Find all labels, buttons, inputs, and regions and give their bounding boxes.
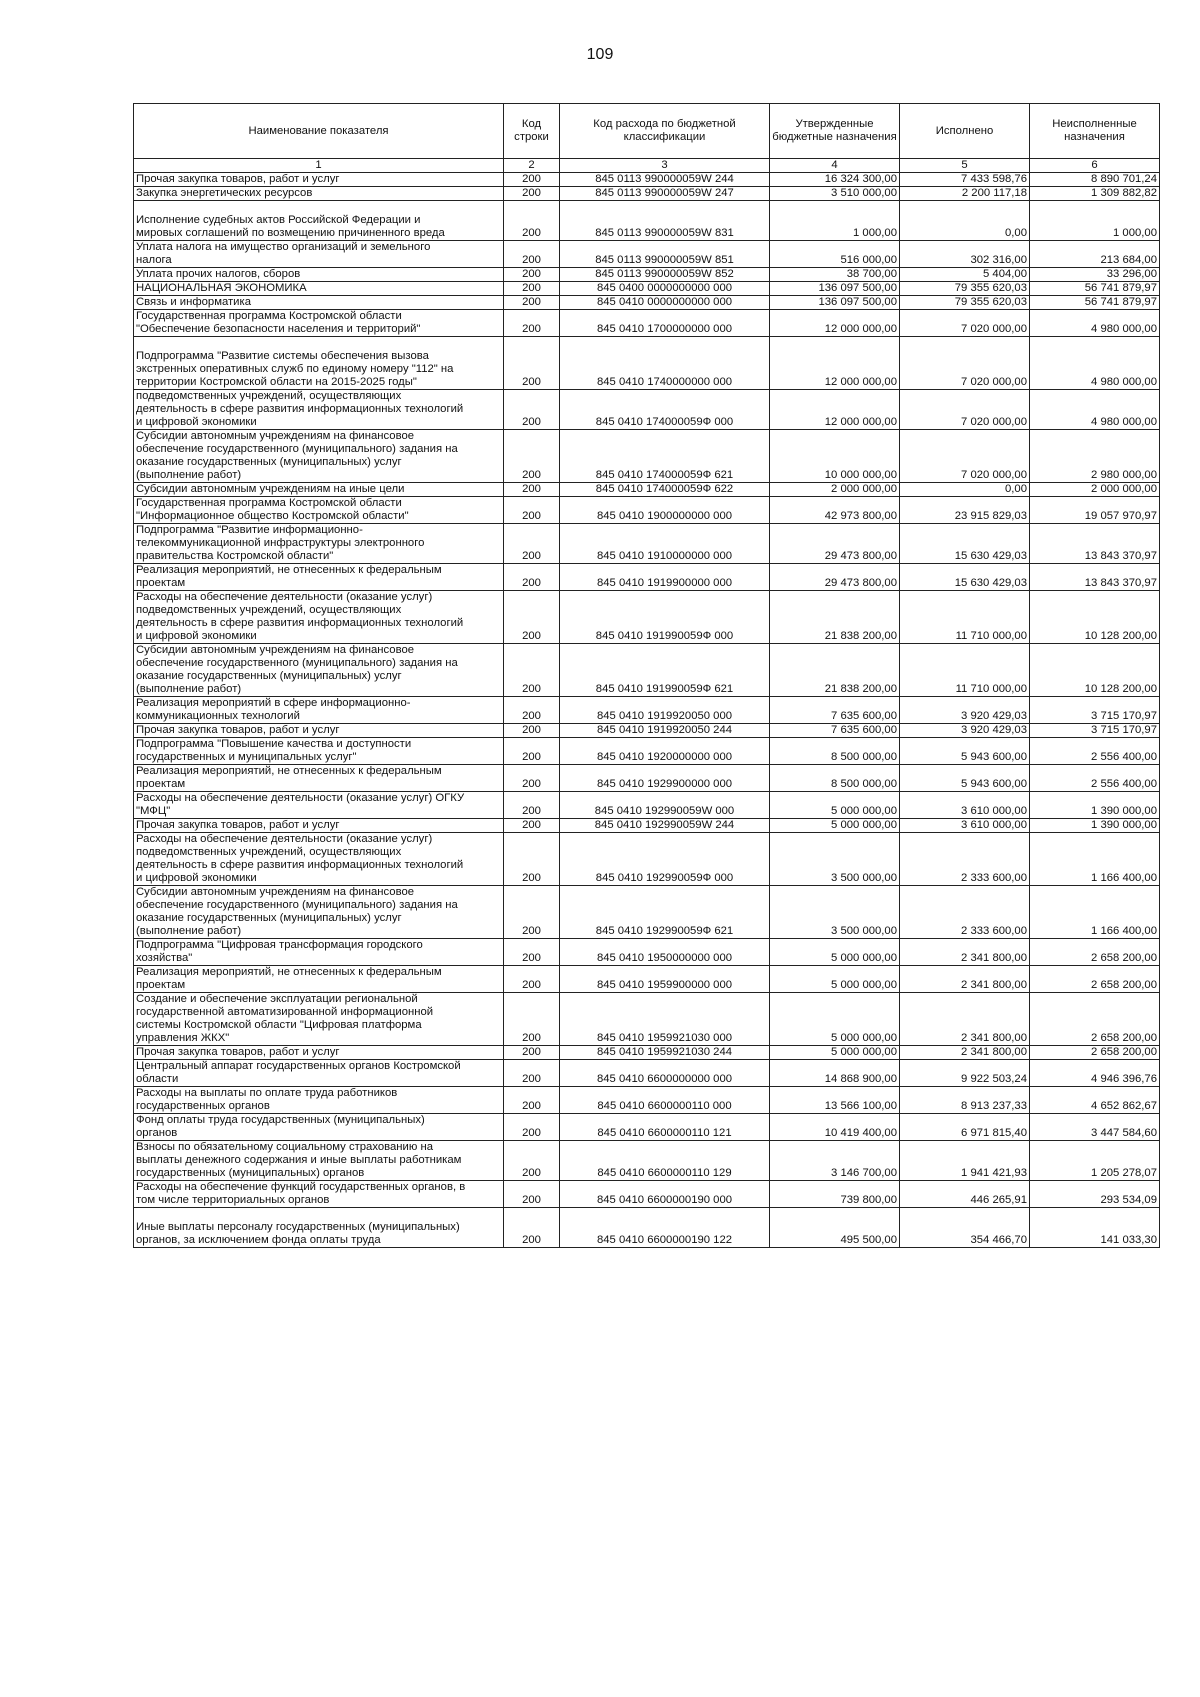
row-line-code: 200: [504, 524, 560, 564]
row-name: Прочая закупка товаров, работ и услуг: [134, 1046, 504, 1060]
row-unexecuted: 2 658 200,00: [1030, 939, 1160, 966]
row-name: Субсидии автономным учреждениям на финансовое обеспечение государственного (муниципального) задания на оказание государственных (муниципальных) услуг (выполнение работ): [134, 886, 504, 939]
row-line-code: 200: [504, 296, 560, 310]
row-executed: 15 630 429,03: [900, 564, 1030, 591]
row-expense-code: 845 0410 1919900000 000: [560, 564, 770, 591]
row-approved: 5 000 000,00: [770, 966, 900, 993]
row-unexecuted: 33 296,00: [1030, 268, 1160, 282]
row-approved: 5 000 000,00: [770, 792, 900, 819]
row-executed: 2 341 800,00: [900, 1046, 1030, 1060]
row-unexecuted: 1 000,00: [1030, 201, 1160, 241]
table-row: [134, 1208, 1160, 1248]
row-approved: 8 500 000,00: [770, 738, 900, 765]
row-name: Закупка энергетических ресурсов: [134, 187, 504, 201]
row-approved: 5 000 000,00: [770, 1046, 900, 1060]
row-name: Реализация мероприятий, не отнесенных к федеральным проектам: [134, 564, 504, 591]
row-name: Подпрограмма "Цифровая трансформация городского хозяйства": [134, 939, 504, 966]
row-line-code: 200: [504, 697, 560, 724]
row-executed: 7 020 000,00: [900, 390, 1030, 430]
row-executed: 79 355 620,03: [900, 282, 1030, 296]
row-name: Создание и обеспечение эксплуатации региональной государственной автоматизированной информационной системы Костромской области "Цифровая платформа управления ЖКХ": [134, 993, 504, 1046]
row-name: Прочая закупка товаров, работ и услуг: [134, 724, 504, 738]
row-unexecuted: 141 033,30: [1030, 1208, 1160, 1248]
table-row: [134, 268, 1160, 282]
row-name: Иные выплаты персоналу государственных (муниципальных) органов, за исключением фонда оплаты труда: [134, 1208, 504, 1248]
row-expense-code: 845 0410 6600000110 121: [560, 1114, 770, 1141]
row-name: Уплата прочих налогов, сборов: [134, 268, 504, 282]
table-row: [134, 241, 1160, 268]
row-unexecuted: 4 652 862,67: [1030, 1087, 1160, 1114]
row-approved: 5 000 000,00: [770, 819, 900, 833]
row-name: Расходы на обеспечение деятельности (оказание услуг) ОГКУ "МФЦ": [134, 792, 504, 819]
row-executed: 23 915 829,03: [900, 497, 1030, 524]
header-unexecuted: Неисполненные назначения: [1030, 104, 1160, 159]
row-approved: 516 000,00: [770, 241, 900, 268]
row-line-code: 200: [504, 173, 560, 187]
row-line-code: 200: [504, 268, 560, 282]
row-line-code: 200: [504, 1060, 560, 1087]
table-row: [134, 966, 1160, 993]
row-name: Расходы на выплаты по оплате труда работников государственных органов: [134, 1087, 504, 1114]
row-expense-code: 845 0410 1900000000 000: [560, 497, 770, 524]
row-expense-code: 845 0410 6600000110 000: [560, 1087, 770, 1114]
table-row: [134, 765, 1160, 792]
row-line-code: 200: [504, 201, 560, 241]
row-line-code: 200: [504, 564, 560, 591]
table-row: [134, 1181, 1160, 1208]
row-executed: 2 341 800,00: [900, 939, 1030, 966]
row-approved: 29 473 800,00: [770, 524, 900, 564]
row-name: НАЦИОНАЛЬНАЯ ЭКОНОМИКА: [134, 282, 504, 296]
row-approved: 2 000 000,00: [770, 483, 900, 497]
row-name: Центральный аппарат государственных органов Костромской области: [134, 1060, 504, 1087]
row-executed: 11 710 000,00: [900, 591, 1030, 644]
row-executed: 7 020 000,00: [900, 430, 1030, 483]
row-executed: 0,00: [900, 201, 1030, 241]
row-expense-code: 845 0113 990000059W 851: [560, 241, 770, 268]
row-expense-code: 845 0410 1700000000 000: [560, 310, 770, 337]
table-row: [134, 993, 1160, 1046]
row-unexecuted: 3 715 170,97: [1030, 724, 1160, 738]
row-unexecuted: 4 946 396,76: [1030, 1060, 1160, 1087]
row-expense-code: 845 0410 1919920050 000: [560, 697, 770, 724]
row-name: Субсидии автономным учреждениям на финансовое обеспечение государственного (муниципального) задания на оказание государственных (муниципальных) услуг (выполнение работ): [134, 644, 504, 697]
row-executed: 2 341 800,00: [900, 993, 1030, 1046]
row-line-code: 200: [504, 966, 560, 993]
row-unexecuted: 10 128 200,00: [1030, 591, 1160, 644]
column-number: 2: [504, 159, 560, 173]
row-approved: 8 500 000,00: [770, 765, 900, 792]
row-line-code: 200: [504, 939, 560, 966]
row-approved: 3 500 000,00: [770, 833, 900, 886]
header-executed: Исполнено: [900, 104, 1030, 159]
row-expense-code: 845 0410 1920000000 000: [560, 738, 770, 765]
table-row: [134, 697, 1160, 724]
table-row: [134, 483, 1160, 497]
header-row: [134, 104, 1160, 159]
table-row: [134, 1141, 1160, 1181]
table-row: [134, 337, 1160, 390]
row-line-code: 200: [504, 1114, 560, 1141]
row-unexecuted: 2 556 400,00: [1030, 765, 1160, 792]
row-name: Реализация мероприятий, не отнесенных к федеральным проектам: [134, 765, 504, 792]
row-name: Подпрограмма "Повышение качества и доступности государственных и муниципальных услуг": [134, 738, 504, 765]
row-executed: 7 020 000,00: [900, 310, 1030, 337]
row-line-code: 200: [504, 310, 560, 337]
row-expense-code: 845 0410 1950000000 000: [560, 939, 770, 966]
row-expense-code: 845 0410 174000059Ф 621: [560, 430, 770, 483]
row-line-code: 200: [504, 337, 560, 390]
row-name: Исполнение судебных актов Российской Федерации и мировых соглашений по возмещению причиненного вреда: [134, 201, 504, 241]
row-executed: 8 913 237,33: [900, 1087, 1030, 1114]
row-expense-code: 845 0410 1929900000 000: [560, 765, 770, 792]
row-executed: 3 610 000,00: [900, 819, 1030, 833]
row-expense-code: 845 0113 990000059W 831: [560, 201, 770, 241]
row-executed: 11 710 000,00: [900, 644, 1030, 697]
table-body: [134, 173, 1160, 1248]
row-line-code: 200: [504, 497, 560, 524]
row-name: Взносы по обязательному социальному страхованию на выплаты денежного содержания и иные выплаты работникам государственных (муниципальных) органов: [134, 1141, 504, 1181]
row-unexecuted: 1 390 000,00: [1030, 792, 1160, 819]
row-name: Государственная программа Костромской области "Обеспечение безопасности населения и территорий": [134, 310, 504, 337]
budget-execution-table: [133, 103, 1160, 1248]
row-unexecuted: 2 658 200,00: [1030, 966, 1160, 993]
table-row: [134, 1114, 1160, 1141]
row-expense-code: 845 0410 1910000000 000: [560, 524, 770, 564]
row-expense-code: 845 0410 192990059Ф 621: [560, 886, 770, 939]
table-row: [134, 939, 1160, 966]
row-expense-code: 845 0410 1959921030 000: [560, 993, 770, 1046]
row-unexecuted: 2 658 200,00: [1030, 993, 1160, 1046]
row-name: Расходы на обеспечение деятельности (оказание услуг) подведомственных учреждений, осуществляющих деятельность в сфере развития информационных технологий и цифровой экономики: [134, 833, 504, 886]
row-name: Фонд оплаты труда государственных (муниципальных) органов: [134, 1114, 504, 1141]
row-approved: 42 973 800,00: [770, 497, 900, 524]
table-header: [134, 104, 1160, 173]
table-row: [134, 282, 1160, 296]
row-expense-code: 845 0410 191990059Ф 621: [560, 644, 770, 697]
table-row: [134, 644, 1160, 697]
table-row: [134, 886, 1160, 939]
table-row: [134, 819, 1160, 833]
row-expense-code: 845 0410 174000059Ф 000: [560, 390, 770, 430]
row-executed: 0,00: [900, 483, 1030, 497]
row-line-code: 200: [504, 1208, 560, 1248]
row-executed: 2 333 600,00: [900, 886, 1030, 939]
row-unexecuted: 13 843 370,97: [1030, 524, 1160, 564]
row-name: Подпрограмма "Развитие системы обеспечения вызова экстренных оперативных служб по единому номеру "112" на территории Костромской области на 2015-2025 годы": [134, 337, 504, 390]
row-line-code: 200: [504, 1046, 560, 1060]
row-executed: 3 610 000,00: [900, 792, 1030, 819]
row-approved: 3 510 000,00: [770, 187, 900, 201]
row-expense-code: 845 0113 990000059W 244: [560, 173, 770, 187]
row-executed: 1 941 421,93: [900, 1141, 1030, 1181]
row-line-code: 200: [504, 390, 560, 430]
row-expense-code: 845 0410 1959921030 244: [560, 1046, 770, 1060]
table-row: [134, 296, 1160, 310]
row-unexecuted: 1 309 882,82: [1030, 187, 1160, 201]
row-executed: 2 200 117,18: [900, 187, 1030, 201]
row-expense-code: 845 0113 990000059W 247: [560, 187, 770, 201]
header-line-code: Код строки: [504, 104, 560, 159]
row-unexecuted: 13 843 370,97: [1030, 564, 1160, 591]
table-row: [134, 1060, 1160, 1087]
table-row: [134, 738, 1160, 765]
row-executed: 5 943 600,00: [900, 765, 1030, 792]
row-line-code: 200: [504, 644, 560, 697]
row-line-code: 200: [504, 724, 560, 738]
row-expense-code: 845 0410 174000059Ф 622: [560, 483, 770, 497]
column-number: 6: [1030, 159, 1160, 173]
table-row: [134, 524, 1160, 564]
row-unexecuted: 4 980 000,00: [1030, 390, 1160, 430]
row-unexecuted: 1 166 400,00: [1030, 886, 1160, 939]
row-executed: 6 971 815,40: [900, 1114, 1030, 1141]
row-approved: 3 500 000,00: [770, 886, 900, 939]
row-name: подведомственных учреждений, осуществляющих деятельность в сфере развития информационных технологий и цифровой экономики: [134, 390, 504, 430]
row-unexecuted: 8 890 701,24: [1030, 173, 1160, 187]
row-executed: 446 265,91: [900, 1181, 1030, 1208]
row-name: Реализация мероприятий, не отнесенных к федеральным проектам: [134, 966, 504, 993]
row-line-code: 200: [504, 282, 560, 296]
row-executed: 2 333 600,00: [900, 833, 1030, 886]
row-approved: 136 097 500,00: [770, 296, 900, 310]
row-unexecuted: 293 534,09: [1030, 1181, 1160, 1208]
row-unexecuted: 1 205 278,07: [1030, 1141, 1160, 1181]
table-row: [134, 1046, 1160, 1060]
row-unexecuted: 2 556 400,00: [1030, 738, 1160, 765]
table-row: [134, 430, 1160, 483]
row-approved: 38 700,00: [770, 268, 900, 282]
row-name: Связь и информатика: [134, 296, 504, 310]
row-executed: 2 341 800,00: [900, 966, 1030, 993]
row-line-code: 200: [504, 1141, 560, 1181]
row-name: Государственная программа Костромской области "Информационное общество Костромской области": [134, 497, 504, 524]
row-approved: 29 473 800,00: [770, 564, 900, 591]
row-line-code: 200: [504, 187, 560, 201]
row-unexecuted: 3 447 584,60: [1030, 1114, 1160, 1141]
row-expense-code: 845 0410 6600000000 000: [560, 1060, 770, 1087]
row-expense-code: 845 0410 1740000000 000: [560, 337, 770, 390]
row-line-code: 200: [504, 765, 560, 792]
row-approved: 5 000 000,00: [770, 993, 900, 1046]
row-line-code: 200: [504, 886, 560, 939]
column-number: 3: [560, 159, 770, 173]
row-unexecuted: 2 000 000,00: [1030, 483, 1160, 497]
row-line-code: 200: [504, 738, 560, 765]
row-expense-code: 845 0410 192990059W 000: [560, 792, 770, 819]
row-approved: 10 000 000,00: [770, 430, 900, 483]
row-name: Уплата налога на имущество организаций и земельного налога: [134, 241, 504, 268]
row-name: Расходы на обеспечение деятельности (оказание услуг) подведомственных учреждений, осуществляющих деятельность в сфере развития информационных технологий и цифровой экономики: [134, 591, 504, 644]
row-approved: 1 000,00: [770, 201, 900, 241]
row-executed: 302 316,00: [900, 241, 1030, 268]
table-row: [134, 1087, 1160, 1114]
row-name: Субсидии автономным учреждениям на иные цели: [134, 483, 504, 497]
row-approved: 12 000 000,00: [770, 390, 900, 430]
row-name: Субсидии автономным учреждениям на финансовое обеспечение государственного (муниципального) задания на оказание государственных (муниципальных) услуг (выполнение работ): [134, 430, 504, 483]
row-executed: 9 922 503,24: [900, 1060, 1030, 1087]
row-executed: 7 020 000,00: [900, 337, 1030, 390]
table-row: [134, 497, 1160, 524]
row-line-code: 200: [504, 591, 560, 644]
row-unexecuted: 3 715 170,97: [1030, 697, 1160, 724]
table-row: [134, 201, 1160, 241]
row-line-code: 200: [504, 833, 560, 886]
header-expense-code: Код расхода по бюджетной классификации: [560, 104, 770, 159]
row-expense-code: 845 0410 0000000000 000: [560, 296, 770, 310]
row-expense-code: 845 0400 0000000000 000: [560, 282, 770, 296]
row-approved: 3 146 700,00: [770, 1141, 900, 1181]
row-executed: 3 920 429,03: [900, 697, 1030, 724]
row-line-code: 200: [504, 1181, 560, 1208]
row-approved: 495 500,00: [770, 1208, 900, 1248]
row-approved: 13 566 100,00: [770, 1087, 900, 1114]
row-line-code: 200: [504, 241, 560, 268]
row-executed: 15 630 429,03: [900, 524, 1030, 564]
row-unexecuted: 1 390 000,00: [1030, 819, 1160, 833]
row-unexecuted: 2 980 000,00: [1030, 430, 1160, 483]
row-unexecuted: 2 658 200,00: [1030, 1046, 1160, 1060]
column-number: 5: [900, 159, 1030, 173]
row-line-code: 200: [504, 430, 560, 483]
row-line-code: 200: [504, 483, 560, 497]
row-expense-code: 845 0410 192990059W 244: [560, 819, 770, 833]
row-name: Подпрограмма "Развитие информационно- телекоммуникационной инфраструктуры электронного правительства Костромской области": [134, 524, 504, 564]
row-executed: 3 920 429,03: [900, 724, 1030, 738]
row-approved: 10 419 400,00: [770, 1114, 900, 1141]
page-number: 109: [586, 46, 614, 63]
row-approved: 136 097 500,00: [770, 282, 900, 296]
row-expense-code: 845 0410 191990059Ф 000: [560, 591, 770, 644]
column-number: 1: [134, 159, 504, 173]
row-approved: 739 800,00: [770, 1181, 900, 1208]
table-row: [134, 310, 1160, 337]
column-number: 4: [770, 159, 900, 173]
row-unexecuted: 1 166 400,00: [1030, 833, 1160, 886]
header-approved: Утвержденные бюджетные назначения: [770, 104, 900, 159]
row-name: Реализация мероприятий в сфере информационно- коммуникационных технологий: [134, 697, 504, 724]
row-approved: 12 000 000,00: [770, 310, 900, 337]
row-executed: 79 355 620,03: [900, 296, 1030, 310]
row-expense-code: 845 0410 6600000110 129: [560, 1141, 770, 1181]
row-expense-code: 845 0410 192990059Ф 000: [560, 833, 770, 886]
row-name: Прочая закупка товаров, работ и услуг: [134, 173, 504, 187]
table-row: [134, 591, 1160, 644]
row-line-code: 200: [504, 819, 560, 833]
row-expense-code: 845 0410 6600000190 122: [560, 1208, 770, 1248]
table-row: [134, 187, 1160, 201]
row-executed: 5 404,00: [900, 268, 1030, 282]
row-executed: 7 433 598,76: [900, 173, 1030, 187]
row-approved: 7 635 600,00: [770, 697, 900, 724]
row-unexecuted: 213 684,00: [1030, 241, 1160, 268]
row-line-code: 200: [504, 792, 560, 819]
row-expense-code: 845 0410 1959900000 000: [560, 966, 770, 993]
column-number-row: [134, 159, 1160, 173]
table-row: [134, 564, 1160, 591]
row-executed: 5 943 600,00: [900, 738, 1030, 765]
table-row: [134, 390, 1160, 430]
row-name: Прочая закупка товаров, работ и услуг: [134, 819, 504, 833]
row-executed: 354 466,70: [900, 1208, 1030, 1248]
table-row: [134, 724, 1160, 738]
row-approved: 5 000 000,00: [770, 939, 900, 966]
row-approved: 12 000 000,00: [770, 337, 900, 390]
table-row: [134, 792, 1160, 819]
row-approved: 16 324 300,00: [770, 173, 900, 187]
row-line-code: 200: [504, 993, 560, 1046]
table-row: [134, 833, 1160, 886]
table-row: [134, 173, 1160, 187]
row-expense-code: 845 0113 990000059W 852: [560, 268, 770, 282]
row-unexecuted: 10 128 200,00: [1030, 644, 1160, 697]
row-approved: 7 635 600,00: [770, 724, 900, 738]
row-approved: 14 868 900,00: [770, 1060, 900, 1087]
row-unexecuted: 56 741 879,97: [1030, 296, 1160, 310]
row-approved: 21 838 200,00: [770, 591, 900, 644]
row-unexecuted: 19 057 970,97: [1030, 497, 1160, 524]
row-expense-code: 845 0410 6600000190 000: [560, 1181, 770, 1208]
row-name: Расходы на обеспечение функций государственных органов, в том числе территориальных органов: [134, 1181, 504, 1208]
row-line-code: 200: [504, 1087, 560, 1114]
row-approved: 21 838 200,00: [770, 644, 900, 697]
header-name: Наименование показателя: [134, 104, 504, 159]
row-unexecuted: 4 980 000,00: [1030, 337, 1160, 390]
row-unexecuted: 4 980 000,00: [1030, 310, 1160, 337]
row-expense-code: 845 0410 1919920050 244: [560, 724, 770, 738]
row-unexecuted: 56 741 879,97: [1030, 282, 1160, 296]
